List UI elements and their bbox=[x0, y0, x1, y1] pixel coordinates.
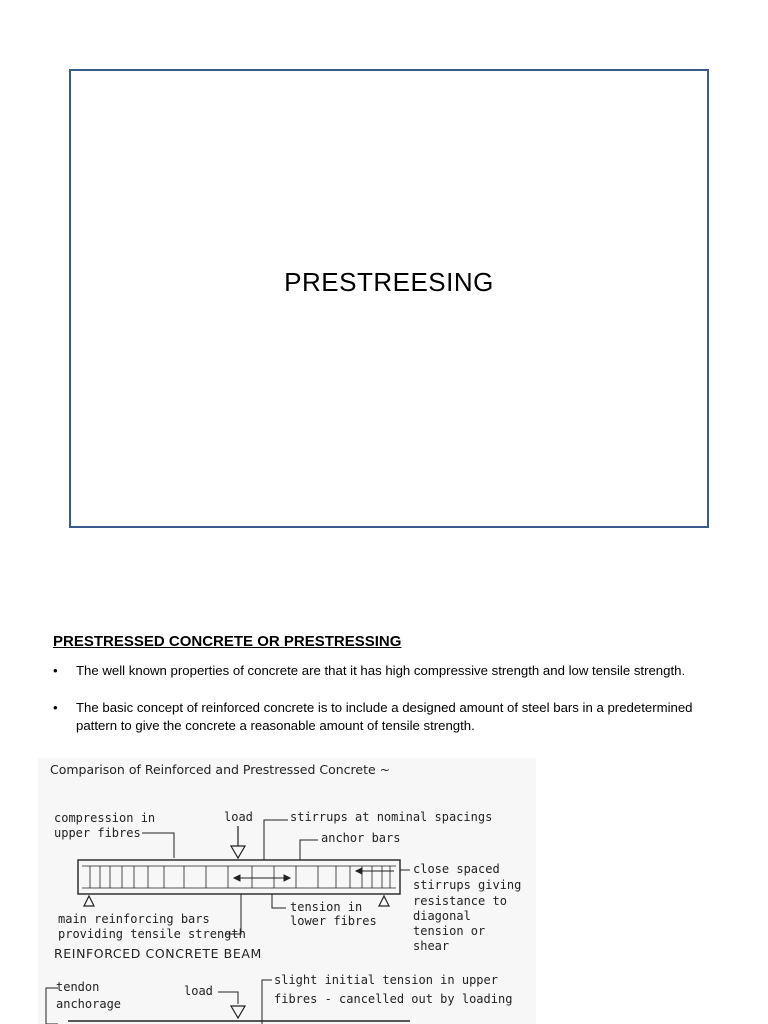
bullet-item bbox=[53, 699, 693, 735]
label-rc-beam: REINFORCED CONCRETE BEAM bbox=[54, 946, 262, 961]
left-support-icon bbox=[84, 896, 94, 906]
shear-arrows-icon bbox=[234, 868, 394, 881]
leader-line bbox=[264, 820, 288, 860]
slide-title: PRESTREESING bbox=[284, 267, 494, 297]
leader-line bbox=[142, 833, 174, 858]
bullet-symbol: • bbox=[53, 700, 58, 715]
bullet-symbol: • bbox=[53, 663, 58, 678]
leader-line bbox=[262, 980, 272, 1024]
beam-diagram bbox=[38, 758, 536, 1024]
bullet-text: The basic concept of reinforced concrete is to include a designed amount of steel bars in a predetermined pattern to give the concrete a reasonable amount of tensile strength. bbox=[76, 700, 693, 733]
label-close-6: shear bbox=[413, 939, 450, 953]
title-slide bbox=[69, 69, 709, 528]
load-arrow-icon bbox=[231, 846, 245, 858]
bullet-item bbox=[53, 662, 693, 680]
label-close-5: tension or bbox=[413, 924, 486, 938]
leader-line bbox=[218, 992, 238, 1004]
label-compression-2: upper fibres bbox=[54, 826, 141, 840]
label-load-2: load bbox=[184, 984, 213, 998]
label-close-3: resistance to bbox=[413, 894, 507, 908]
label-load: load bbox=[224, 810, 253, 824]
label-stirrups-nominal: stirrups at nominal spacings bbox=[290, 810, 493, 824]
label-slight-2: fibres - cancelled out by loading bbox=[274, 992, 513, 1006]
label-main-2: providing tensile strength bbox=[58, 927, 246, 941]
bullet-list bbox=[53, 662, 693, 754]
label-compression-1: compression in bbox=[54, 811, 156, 825]
label-tension-2: lower fibres bbox=[290, 914, 377, 928]
label-tendon-1: tendon bbox=[56, 980, 100, 994]
comparison-figure bbox=[38, 758, 536, 1024]
section-heading: PRESTRESSED CONCRETE OR PRESTRESSING bbox=[53, 633, 402, 650]
right-support-icon bbox=[379, 896, 389, 906]
label-close-4: diagonal bbox=[413, 909, 471, 923]
label-close-2: stirrups giving bbox=[413, 878, 522, 892]
figure-caption: Comparison of Reinforced and Prestressed Concrete ~ bbox=[50, 762, 391, 777]
load-arrow-icon bbox=[231, 1006, 245, 1018]
leader-line bbox=[272, 894, 286, 908]
label-tendon-2: anchorage bbox=[56, 997, 122, 1011]
label-close-1: close spaced bbox=[413, 862, 500, 876]
label-tension-1: tension in bbox=[290, 900, 363, 914]
leader-line bbox=[300, 840, 318, 860]
label-anchor-bars: anchor bars bbox=[321, 831, 401, 845]
label-main-1: main reinforcing bars bbox=[58, 912, 210, 926]
bullet-text: The well known properties of concrete are that it has high compressive strength and low tensile strength. bbox=[76, 663, 686, 678]
label-slight-1: slight initial tension in upper bbox=[274, 973, 498, 987]
